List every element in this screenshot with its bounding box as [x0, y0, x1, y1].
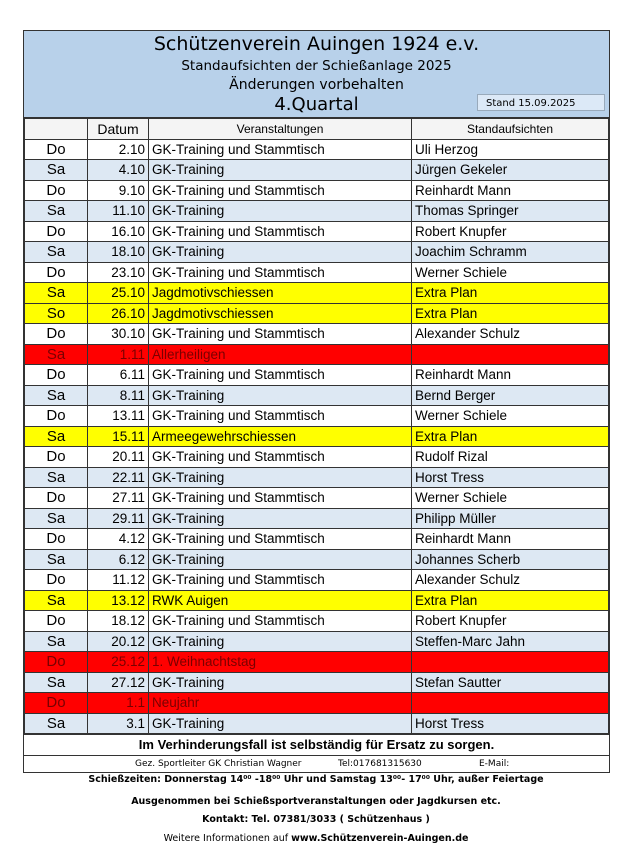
event-cell: GK-Training — [149, 467, 412, 488]
day-cell: Do — [25, 406, 88, 427]
table-row — [25, 385, 609, 406]
replacement-note: Im Verhinderungsfall ist selbständig für Ersatz zu sorgen. — [24, 734, 609, 755]
event-cell: Neujahr — [149, 693, 412, 714]
signature-row — [24, 755, 609, 772]
signature-tel: Tel:017681315630 — [338, 759, 422, 769]
supervisor-cell: Werner Schiele — [412, 262, 609, 283]
title-block — [24, 31, 609, 118]
info-prefix: Weitere Informationen auf — [163, 833, 292, 844]
table-row — [25, 242, 609, 263]
day-cell: Do — [25, 262, 88, 283]
event-cell: GK-Training — [149, 508, 412, 529]
date-cell: 20.11 — [88, 447, 149, 468]
event-cell: GK-Training — [149, 672, 412, 693]
table-row — [25, 549, 609, 570]
day-cell: Sa — [25, 344, 88, 365]
table-row — [25, 631, 609, 652]
date-cell: 3.1 — [88, 713, 149, 734]
supervisor-cell: Thomas Springer — [412, 201, 609, 222]
supervisor-cell: Reinhardt Mann — [412, 529, 609, 550]
table-row — [25, 529, 609, 550]
supervisor-cell: Alexander Schulz — [412, 570, 609, 591]
table-row — [25, 570, 609, 591]
event-cell: GK-Training — [149, 201, 412, 222]
event-cell: GK-Training und Stammtisch — [149, 406, 412, 427]
date-cell: 6.11 — [88, 365, 149, 386]
supervisor-cell: Extra Plan — [412, 303, 609, 324]
supervisor-cell: Jürgen Gekeler — [412, 160, 609, 181]
date-cell: 13.12 — [88, 590, 149, 611]
day-cell: Sa — [25, 201, 88, 222]
day-cell: Sa — [25, 160, 88, 181]
supervisor-cell: Werner Schiele — [412, 406, 609, 427]
event-cell: GK-Training — [149, 549, 412, 570]
date-cell: 2.10 — [88, 139, 149, 160]
event-cell: GK-Training und Stammtisch — [149, 324, 412, 345]
day-cell: Do — [25, 611, 88, 632]
website-link[interactable]: www.Schützenverein-Auingen.de — [291, 833, 469, 844]
supervisor-cell: Extra Plan — [412, 426, 609, 447]
date-cell: 1.11 — [88, 344, 149, 365]
stand-date: Stand 15.09.2025 — [477, 94, 605, 111]
date-cell: 9.10 — [88, 180, 149, 201]
supervisor-cell: Horst Tress — [412, 713, 609, 734]
table-row — [25, 180, 609, 201]
col-date: Datum — [88, 119, 149, 140]
schedule-sheet — [23, 30, 610, 773]
table-row — [25, 672, 609, 693]
date-cell: 22.11 — [88, 467, 149, 488]
supervisor-cell: Bernd Berger — [412, 385, 609, 406]
date-cell: 18.12 — [88, 611, 149, 632]
event-cell: GK-Training und Stammtisch — [149, 139, 412, 160]
event-cell: GK-Training und Stammtisch — [149, 529, 412, 550]
event-cell: Jagdmotivschiessen — [149, 283, 412, 304]
day-cell: Sa — [25, 242, 88, 263]
supervisor-cell: Rudolf Rizal — [412, 447, 609, 468]
day-cell: Sa — [25, 590, 88, 611]
header-row — [25, 119, 609, 140]
day-cell: Sa — [25, 549, 88, 570]
supervisor-cell: Uli Herzog — [412, 139, 609, 160]
day-cell: Do — [25, 693, 88, 714]
supervisor-cell: Horst Tress — [412, 467, 609, 488]
table-row — [25, 406, 609, 427]
date-cell: 16.10 — [88, 221, 149, 242]
table-row — [25, 488, 609, 509]
event-cell: Jagdmotivschiessen — [149, 303, 412, 324]
event-cell: GK-Training — [149, 385, 412, 406]
table-row — [25, 303, 609, 324]
date-cell: 6.12 — [88, 549, 149, 570]
event-cell: GK-Training und Stammtisch — [149, 221, 412, 242]
table-row — [25, 221, 609, 242]
supervisor-cell: Johannes Scherb — [412, 549, 609, 570]
day-cell: Sa — [25, 385, 88, 406]
subtitle: Standaufsichten der Schießanlage 2025 — [181, 58, 452, 74]
event-cell: GK-Training und Stammtisch — [149, 611, 412, 632]
contact: Kontakt: Tel. 07381/3033 ( Schützenhaus ) — [202, 814, 430, 825]
date-cell: 8.11 — [88, 385, 149, 406]
event-cell: GK-Training und Stammtisch — [149, 180, 412, 201]
day-cell: Sa — [25, 283, 88, 304]
supervisor-cell: Joachim Schramm — [412, 242, 609, 263]
date-cell: 30.10 — [88, 324, 149, 345]
info-line — [0, 833, 632, 844]
supervisor-cell: Werner Schiele — [412, 488, 609, 509]
event-cell: GK-Training und Stammtisch — [149, 262, 412, 283]
day-cell: Sa — [25, 672, 88, 693]
supervisor-cell: Alexander Schulz — [412, 324, 609, 345]
table-row — [25, 611, 609, 632]
date-cell: 27.12 — [88, 672, 149, 693]
exceptions: Ausgenommen bei Schießsportveranstaltungen oder Jagdkursen etc. — [131, 796, 501, 807]
day-cell: Do — [25, 365, 88, 386]
schedule-table — [24, 118, 609, 734]
day-cell: Do — [25, 221, 88, 242]
day-cell: Sa — [25, 426, 88, 447]
day-cell: Sa — [25, 508, 88, 529]
date-cell: 25.12 — [88, 652, 149, 673]
table-row — [25, 324, 609, 345]
club-title: Schützenverein Auingen 1924 e.v. — [153, 33, 480, 55]
table-row — [25, 426, 609, 447]
quarter-title: 4.Quartal — [274, 94, 359, 115]
day-cell: Do — [25, 139, 88, 160]
signature-email: E-Mail: — [479, 759, 510, 769]
col-supervisor: Standaufsichten — [412, 119, 609, 140]
supervisor-cell: Extra Plan — [412, 283, 609, 304]
table-row — [25, 139, 609, 160]
supervisor-cell — [412, 693, 609, 714]
supervisor-cell: Stefan Sautter — [412, 672, 609, 693]
supervisor-cell: Philipp Müller — [412, 508, 609, 529]
event-cell: GK-Training — [149, 160, 412, 181]
date-cell: 20.12 — [88, 631, 149, 652]
col-event: Veranstaltungen — [149, 119, 412, 140]
table-row — [25, 693, 609, 714]
date-cell: 11.12 — [88, 570, 149, 591]
date-cell: 4.12 — [88, 529, 149, 550]
day-cell: Sa — [25, 713, 88, 734]
event-cell: GK-Training — [149, 242, 412, 263]
shooting-times: Schießzeiten: Donnerstag 14⁰⁰ -18⁰⁰ Uhr und Samstag 13⁰⁰- 17⁰⁰ Uhr, außer Feiertage — [88, 774, 544, 785]
event-cell: GK-Training und Stammtisch — [149, 365, 412, 386]
event-cell: Allerheiligen — [149, 344, 412, 365]
event-cell: Armeegewehrschiessen — [149, 426, 412, 447]
date-cell: 15.11 — [88, 426, 149, 447]
event-cell: GK-Training — [149, 631, 412, 652]
table-row — [25, 262, 609, 283]
date-cell: 4.10 — [88, 160, 149, 181]
day-cell: Do — [25, 570, 88, 591]
day-cell: Do — [25, 488, 88, 509]
date-cell: 25.10 — [88, 283, 149, 304]
table-row — [25, 283, 609, 304]
supervisor-cell: Extra Plan — [412, 590, 609, 611]
date-cell: 29.11 — [88, 508, 149, 529]
event-cell: GK-Training und Stammtisch — [149, 570, 412, 591]
event-cell: GK-Training — [149, 713, 412, 734]
day-cell: Do — [25, 529, 88, 550]
table-row — [25, 344, 609, 365]
supervisor-cell: Steffen-Marc Jahn — [412, 631, 609, 652]
day-cell: So — [25, 303, 88, 324]
event-cell: GK-Training und Stammtisch — [149, 488, 412, 509]
supervisor-cell — [412, 652, 609, 673]
table-row — [25, 447, 609, 468]
day-cell: Sa — [25, 631, 88, 652]
date-cell: 26.10 — [88, 303, 149, 324]
day-cell: Do — [25, 652, 88, 673]
table-row — [25, 467, 609, 488]
day-cell: Do — [25, 180, 88, 201]
table-row — [25, 160, 609, 181]
event-cell: RWK Auigen — [149, 590, 412, 611]
table-row — [25, 713, 609, 734]
date-cell: 11.10 — [88, 201, 149, 222]
date-cell: 1.1 — [88, 693, 149, 714]
notice: Änderungen vorbehalten — [229, 77, 404, 93]
signature-name: Gez. Sportleiter GK Christian Wagner — [135, 759, 302, 769]
day-cell: Do — [25, 324, 88, 345]
col-day — [25, 119, 88, 140]
supervisor-cell: Robert Knupfer — [412, 611, 609, 632]
event-cell: 1. Weihnachtstag — [149, 652, 412, 673]
date-cell: 13.11 — [88, 406, 149, 427]
day-cell: Do — [25, 447, 88, 468]
table-row — [25, 201, 609, 222]
event-cell: GK-Training und Stammtisch — [149, 447, 412, 468]
table-row — [25, 508, 609, 529]
supervisor-cell: Reinhardt Mann — [412, 365, 609, 386]
table-row — [25, 652, 609, 673]
table-row — [25, 590, 609, 611]
date-cell: 23.10 — [88, 262, 149, 283]
date-cell: 27.11 — [88, 488, 149, 509]
supervisor-cell: Reinhardt Mann — [412, 180, 609, 201]
day-cell: Sa — [25, 467, 88, 488]
table-row — [25, 365, 609, 386]
date-cell: 18.10 — [88, 242, 149, 263]
supervisor-cell — [412, 344, 609, 365]
supervisor-cell: Robert Knupfer — [412, 221, 609, 242]
